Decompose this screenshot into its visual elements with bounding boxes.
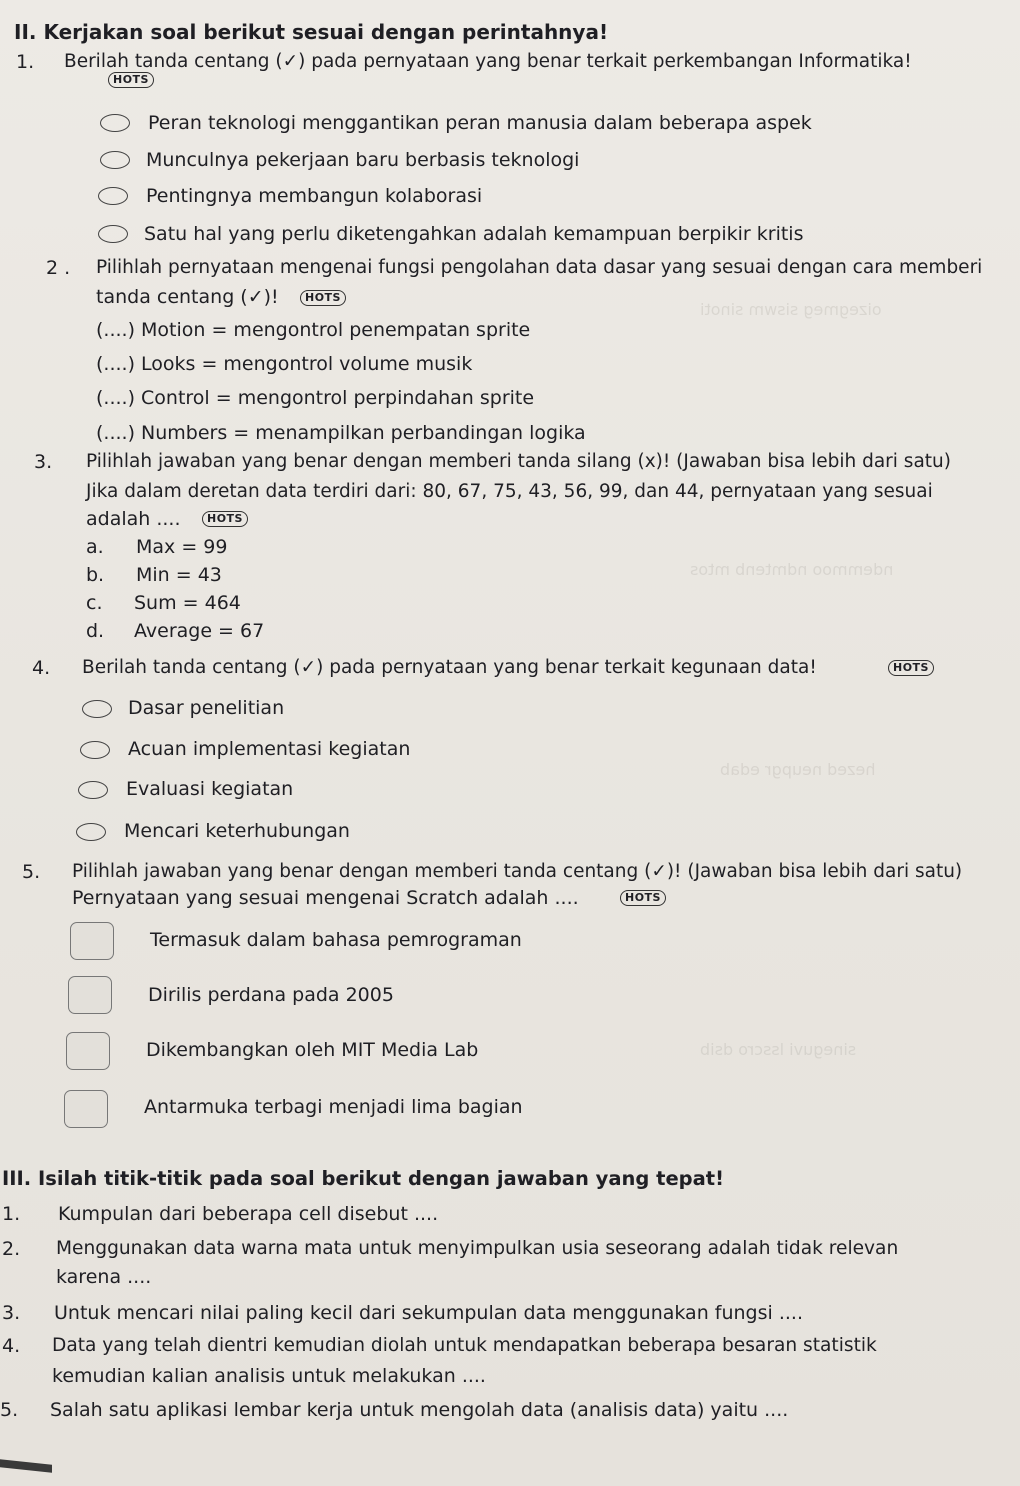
q4-option-3: Evaluasi kegiatan — [126, 778, 294, 800]
q3-option-d-letter: d. — [86, 620, 105, 642]
section-2-title: II. Kerjakan soal berikut sesuai dengan perintahnya! — [14, 20, 609, 44]
q2-number: 2 . — [46, 257, 71, 279]
q1-option-3: Pentingnya membangun kolaborasi — [146, 185, 483, 207]
q5-option-3: Dikembangkan oleh MIT Media Lab — [146, 1039, 479, 1061]
q3-option-b[interactable]: Min = 43 — [136, 564, 222, 586]
q3-text-line1: Pilihlah jawaban yang benar dengan memberi tanda silang (x)! (Jawaban bisa lebih dari satu) — [86, 451, 951, 472]
q5-text-line1: Pilihlah jawaban yang benar dengan memberi tanda centang (✓)! (Jawaban bisa lebih dari satu) — [72, 861, 963, 882]
q3-option-a-letter: a. — [86, 536, 104, 558]
q3-text-line2: Jika dalam deretan data terdiri dari: 80, 67, 75, 43, 56, 99, dan 44, pernyataan yang sesuai — [86, 481, 933, 502]
q2-item-4: (....) Numbers = menampilkan perbandingan logika — [96, 422, 586, 444]
s3-q3-number: 3. — [2, 1302, 21, 1324]
hots-badge: HOTS — [108, 72, 154, 88]
q1-number: 1. — [16, 51, 35, 73]
q3-number: 3. — [34, 451, 53, 473]
hots-badge: HOTS — [888, 660, 934, 676]
s3-q1-number: 1. — [2, 1203, 21, 1225]
s3-q3-text[interactable]: Untuk mencari nilai paling kecil dari sekumpulan data menggunakan fungsi .... — [54, 1302, 803, 1324]
q5-option-2: Dirilis perdana pada 2005 — [148, 984, 394, 1006]
q5-number: 5. — [22, 861, 41, 883]
q4-option-1-radio[interactable] — [82, 700, 112, 718]
q5-option-1: Termasuk dalam bahasa pemrograman — [150, 929, 522, 951]
worksheet-page: oizegmeg siswm sinoti ndemmoo ndmtenb mtos hezed neupgr edab sineguvi lsscro dsib II. Kerjakan soal berikut sesuai dengan perintahnya! 1. Berilah tanda centang (✓) pada pernyataan yang benar terkait perkembangan Informatika! HOTS Peran teknologi menggantikan peran manusia dalam beberapa aspek Munculnya pekerjaan baru berbasis teknologi Pentingnya membangun kolaborasi Satu hal yang perlu diketengahkan adalah kemampuan berpikir kritis 2 . Pilihlah pernyataan mengenai fungsi pengolahan data dasar yang sesuai dengan cara memberi tanda centang (✓)! HOTS (....) Motion = mengontrol penempatan sprite (....) Looks = mengontrol volume musik (....) Control = mengontrol perpindahan sprite (....) Numbers = menampilkan perbandingan logika 3. Pilihlah jawaban yang benar dengan memberi tanda silang (x)! (Jawaban bisa lebih dari satu) Jika dalam deretan data terdiri dari: 80, 67, 75, 43, 56, 99, dan 44, pernyataan yang sesuai adalah .... HOTS a. Max = 99 b. Min = 43 c. Sum = 464 d. Average = 67 4. Berilah tanda centang (✓) pada pernyataan yang benar terkait kegunaan data! HOTS Dasar penelitian Acuan implementasi kegiatan Evaluasi kegiatan Mencari keterhubungan 5. Pilihlah jawaban yang benar dengan memberi tanda centang (✓)! (Jawaban bisa lebih dari satu) Pernyataan yang sesuai mengenai Scratch adalah .... HOTS Termasuk dalam bahasa pemrograman Dirilis perdana pada 2005 Dikembangkan oleh MIT Media Lab Antarmuka terbagi menjadi lima bagian III. Isilah titik-titik pada soal berikut dengan jawaban yang tepat! 1. Kumpulan dari beberapa cell disebut .... 2. Menggunakan data warna mata untuk menyimpulkan usia seseorang adalah tidak relevan karena .... 3. Untuk mencari nilai paling kecil dari sekumpulan data menggunakan fungsi .... 4. Data yang telah dientri kemudian diolah untuk mendapatkan beberapa besaran statistik kemudian kalian analisis untuk melakukan .... 5. Salah satu aplikasi lembar kerja untuk mengolah data (analisis data) yaitu .... — [0, 0, 1020, 1486]
q4-option-4: Mencari keterhubungan — [124, 820, 350, 842]
q5-option-3-checkbox[interactable] — [66, 1032, 110, 1070]
q4-number: 4. — [32, 657, 51, 679]
q4-option-3-radio[interactable] — [78, 781, 108, 799]
q2-text-line2: tanda centang (✓)! — [96, 286, 279, 308]
q1-option-3-radio[interactable] — [98, 187, 128, 205]
s3-q2-number: 2. — [2, 1238, 21, 1260]
q4-option-4-radio[interactable] — [76, 823, 106, 841]
s3-q4-text-line2[interactable]: kemudian kalian analisis untuk melakukan .... — [52, 1365, 486, 1387]
q3-option-c[interactable]: Sum = 464 — [134, 592, 241, 614]
s3-q5-text[interactable]: Salah satu aplikasi lembar kerja untuk mengolah data (analisis data) yaitu .... — [50, 1399, 789, 1421]
q1-option-2-radio[interactable] — [100, 151, 130, 169]
page-corner-shadow — [0, 1459, 52, 1472]
section-3-title: III. Isilah titik-titik pada soal berikut dengan jawaban yang tepat! — [2, 1167, 725, 1190]
q2-item-2: (....) Looks = mengontrol volume musik — [96, 353, 473, 375]
q3-option-a[interactable]: Max = 99 — [136, 536, 228, 558]
q3-option-d[interactable]: Average = 67 — [134, 620, 265, 642]
q3-option-c-letter: c. — [86, 592, 103, 614]
q4-text: Berilah tanda centang (✓) pada pernyataan yang benar terkait kegunaan data! — [82, 657, 817, 678]
q1-option-4-radio[interactable] — [98, 225, 128, 243]
s3-q1-text[interactable]: Kumpulan dari beberapa cell disebut .... — [58, 1203, 439, 1225]
s3-q4-number: 4. — [2, 1335, 21, 1357]
q5-option-4-checkbox[interactable] — [64, 1090, 108, 1128]
q5-text-line2: Pernyataan yang sesuai mengenai Scratch adalah .... — [72, 887, 579, 909]
q4-option-1: Dasar penelitian — [128, 697, 285, 719]
q5-option-1-checkbox[interactable] — [70, 922, 114, 960]
q5-option-2-checkbox[interactable] — [68, 976, 112, 1014]
s3-q5-number: 5. — [0, 1399, 19, 1421]
q2-item-3: (....) Control = mengontrol perpindahan sprite — [96, 387, 535, 409]
s3-q4-text-line1[interactable]: Data yang telah dientri kemudian diolah untuk mendapatkan beberapa besaran statistik — [52, 1335, 877, 1356]
q2-text-line1: Pilihlah pernyataan mengenai fungsi pengolahan data dasar yang sesuai dengan cara memberi — [96, 257, 983, 278]
q3-option-b-letter: b. — [86, 564, 105, 586]
q5-option-4: Antarmuka terbagi menjadi lima bagian — [144, 1096, 523, 1118]
q3-text-line3: adalah .... — [86, 508, 181, 530]
hots-badge: HOTS — [202, 511, 248, 527]
s3-q2-text-line1[interactable]: Menggunakan data warna mata untuk menyimpulkan usia seseorang adalah tidak relevan — [56, 1238, 899, 1259]
q1-option-4: Satu hal yang perlu diketengahkan adalah kemampuan berpikir kritis — [144, 223, 804, 245]
q1-option-1: Peran teknologi menggantikan peran manusia dalam beberapa aspek — [148, 112, 812, 134]
hots-badge: HOTS — [620, 890, 666, 906]
hots-badge: HOTS — [300, 290, 346, 306]
q1-option-2: Munculnya pekerjaan baru berbasis teknologi — [146, 149, 580, 171]
s3-q2-text-line2[interactable]: karena .... — [56, 1266, 152, 1288]
q1-text: Berilah tanda centang (✓) pada pernyataan yang benar terkait perkembangan Informatika! — [64, 51, 912, 72]
q4-option-2-radio[interactable] — [80, 741, 110, 759]
q4-option-2: Acuan implementasi kegiatan — [128, 738, 411, 760]
q1-option-1-radio[interactable] — [100, 114, 130, 132]
q2-item-1: (....) Motion = mengontrol penempatan sprite — [96, 319, 531, 341]
